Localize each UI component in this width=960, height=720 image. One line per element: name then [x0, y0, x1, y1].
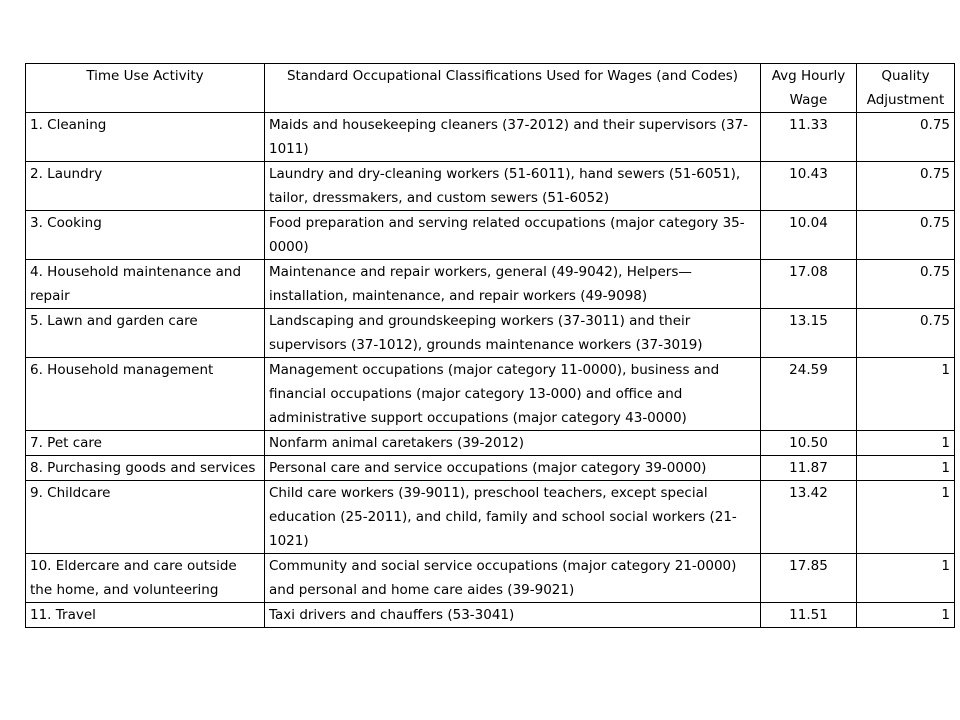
activity-cell: 4. Household maintenance and repair [26, 260, 265, 309]
wage-cell: 11.51 [761, 603, 857, 628]
header-soc: Standard Occupational Classifications Used for Wages (and Codes) [265, 64, 761, 113]
quality-cell: 1 [857, 456, 955, 481]
table-row [26, 260, 955, 309]
soc-cell: Food preparation and serving related occupations (major category 35-0000) [265, 211, 761, 260]
wage-cell: 10.04 [761, 211, 857, 260]
activity-cell: 7. Pet care [26, 431, 265, 456]
header-quality: Quality Adjustment [857, 64, 955, 113]
soc-cell: Maintenance and repair workers, general (49-9042), Helpers—installation, maintenance, and repair workers (49-9098) [265, 260, 761, 309]
header-row [26, 64, 955, 113]
soc-cell: Landscaping and groundskeeping workers (37-3011) and their supervisors (37-1012), grounds maintenance workers (37-3019) [265, 309, 761, 358]
quality-cell: 0.75 [857, 113, 955, 162]
wage-cell: 11.87 [761, 456, 857, 481]
wage-cell: 11.33 [761, 113, 857, 162]
quality-cell: 1 [857, 481, 955, 554]
quality-cell: 1 [857, 554, 955, 603]
table-row [26, 211, 955, 260]
activity-cell: 8. Purchasing goods and services [26, 456, 265, 481]
wage-cell: 10.43 [761, 162, 857, 211]
quality-cell: 0.75 [857, 211, 955, 260]
table-row [26, 162, 955, 211]
soc-cell: Taxi drivers and chauffers (53-3041) [265, 603, 761, 628]
quality-cell: 0.75 [857, 309, 955, 358]
wage-cell: 17.85 [761, 554, 857, 603]
quality-cell: 1 [857, 431, 955, 456]
table-row [26, 603, 955, 628]
table-row [26, 431, 955, 456]
header-wage: Avg Hourly Wage [761, 64, 857, 113]
soc-cell: Management occupations (major category 11-0000), business and financial occupations (major category 13-000) and office and administrative support occupations (major category 43-0000) [265, 358, 761, 431]
activity-cell: 3. Cooking [26, 211, 265, 260]
activity-cell: 5. Lawn and garden care [26, 309, 265, 358]
soc-cell: Nonfarm animal caretakers (39-2012) [265, 431, 761, 456]
soc-cell: Personal care and service occupations (major category 39-0000) [265, 456, 761, 481]
wage-cell: 13.15 [761, 309, 857, 358]
activity-cell: 11. Travel [26, 603, 265, 628]
table-row [26, 481, 955, 554]
soc-cell: Maids and housekeeping cleaners (37-2012) and their supervisors (37-1011) [265, 113, 761, 162]
table-row [26, 456, 955, 481]
wage-cell: 10.50 [761, 431, 857, 456]
soc-cell: Child care workers (39-9011), preschool teachers, except special education (25-2011), and child, family and school social workers (21-1021) [265, 481, 761, 554]
table-row [26, 358, 955, 431]
activity-cell: 9. Childcare [26, 481, 265, 554]
quality-cell: 1 [857, 603, 955, 628]
soc-cell: Community and social service occupations (major category 21-0000) and personal and home care aides (39-9021) [265, 554, 761, 603]
wage-cell: 24.59 [761, 358, 857, 431]
quality-cell: 1 [857, 358, 955, 431]
quality-cell: 0.75 [857, 260, 955, 309]
soc-cell: Laundry and dry-cleaning workers (51-6011), hand sewers (51-6051), tailor, dressmakers, and custom sewers (51-6052) [265, 162, 761, 211]
table-row [26, 113, 955, 162]
header-activity: Time Use Activity [26, 64, 265, 113]
wage-cell: 13.42 [761, 481, 857, 554]
wage-cell: 17.08 [761, 260, 857, 309]
quality-cell: 0.75 [857, 162, 955, 211]
activity-cell: 6. Household management [26, 358, 265, 431]
activity-cell: 10. Eldercare and care outside the home, and volunteering [26, 554, 265, 603]
table-row [26, 309, 955, 358]
wage-table [25, 63, 955, 628]
table-row [26, 554, 955, 603]
activity-cell: 1. Cleaning [26, 113, 265, 162]
activity-cell: 2. Laundry [26, 162, 265, 211]
